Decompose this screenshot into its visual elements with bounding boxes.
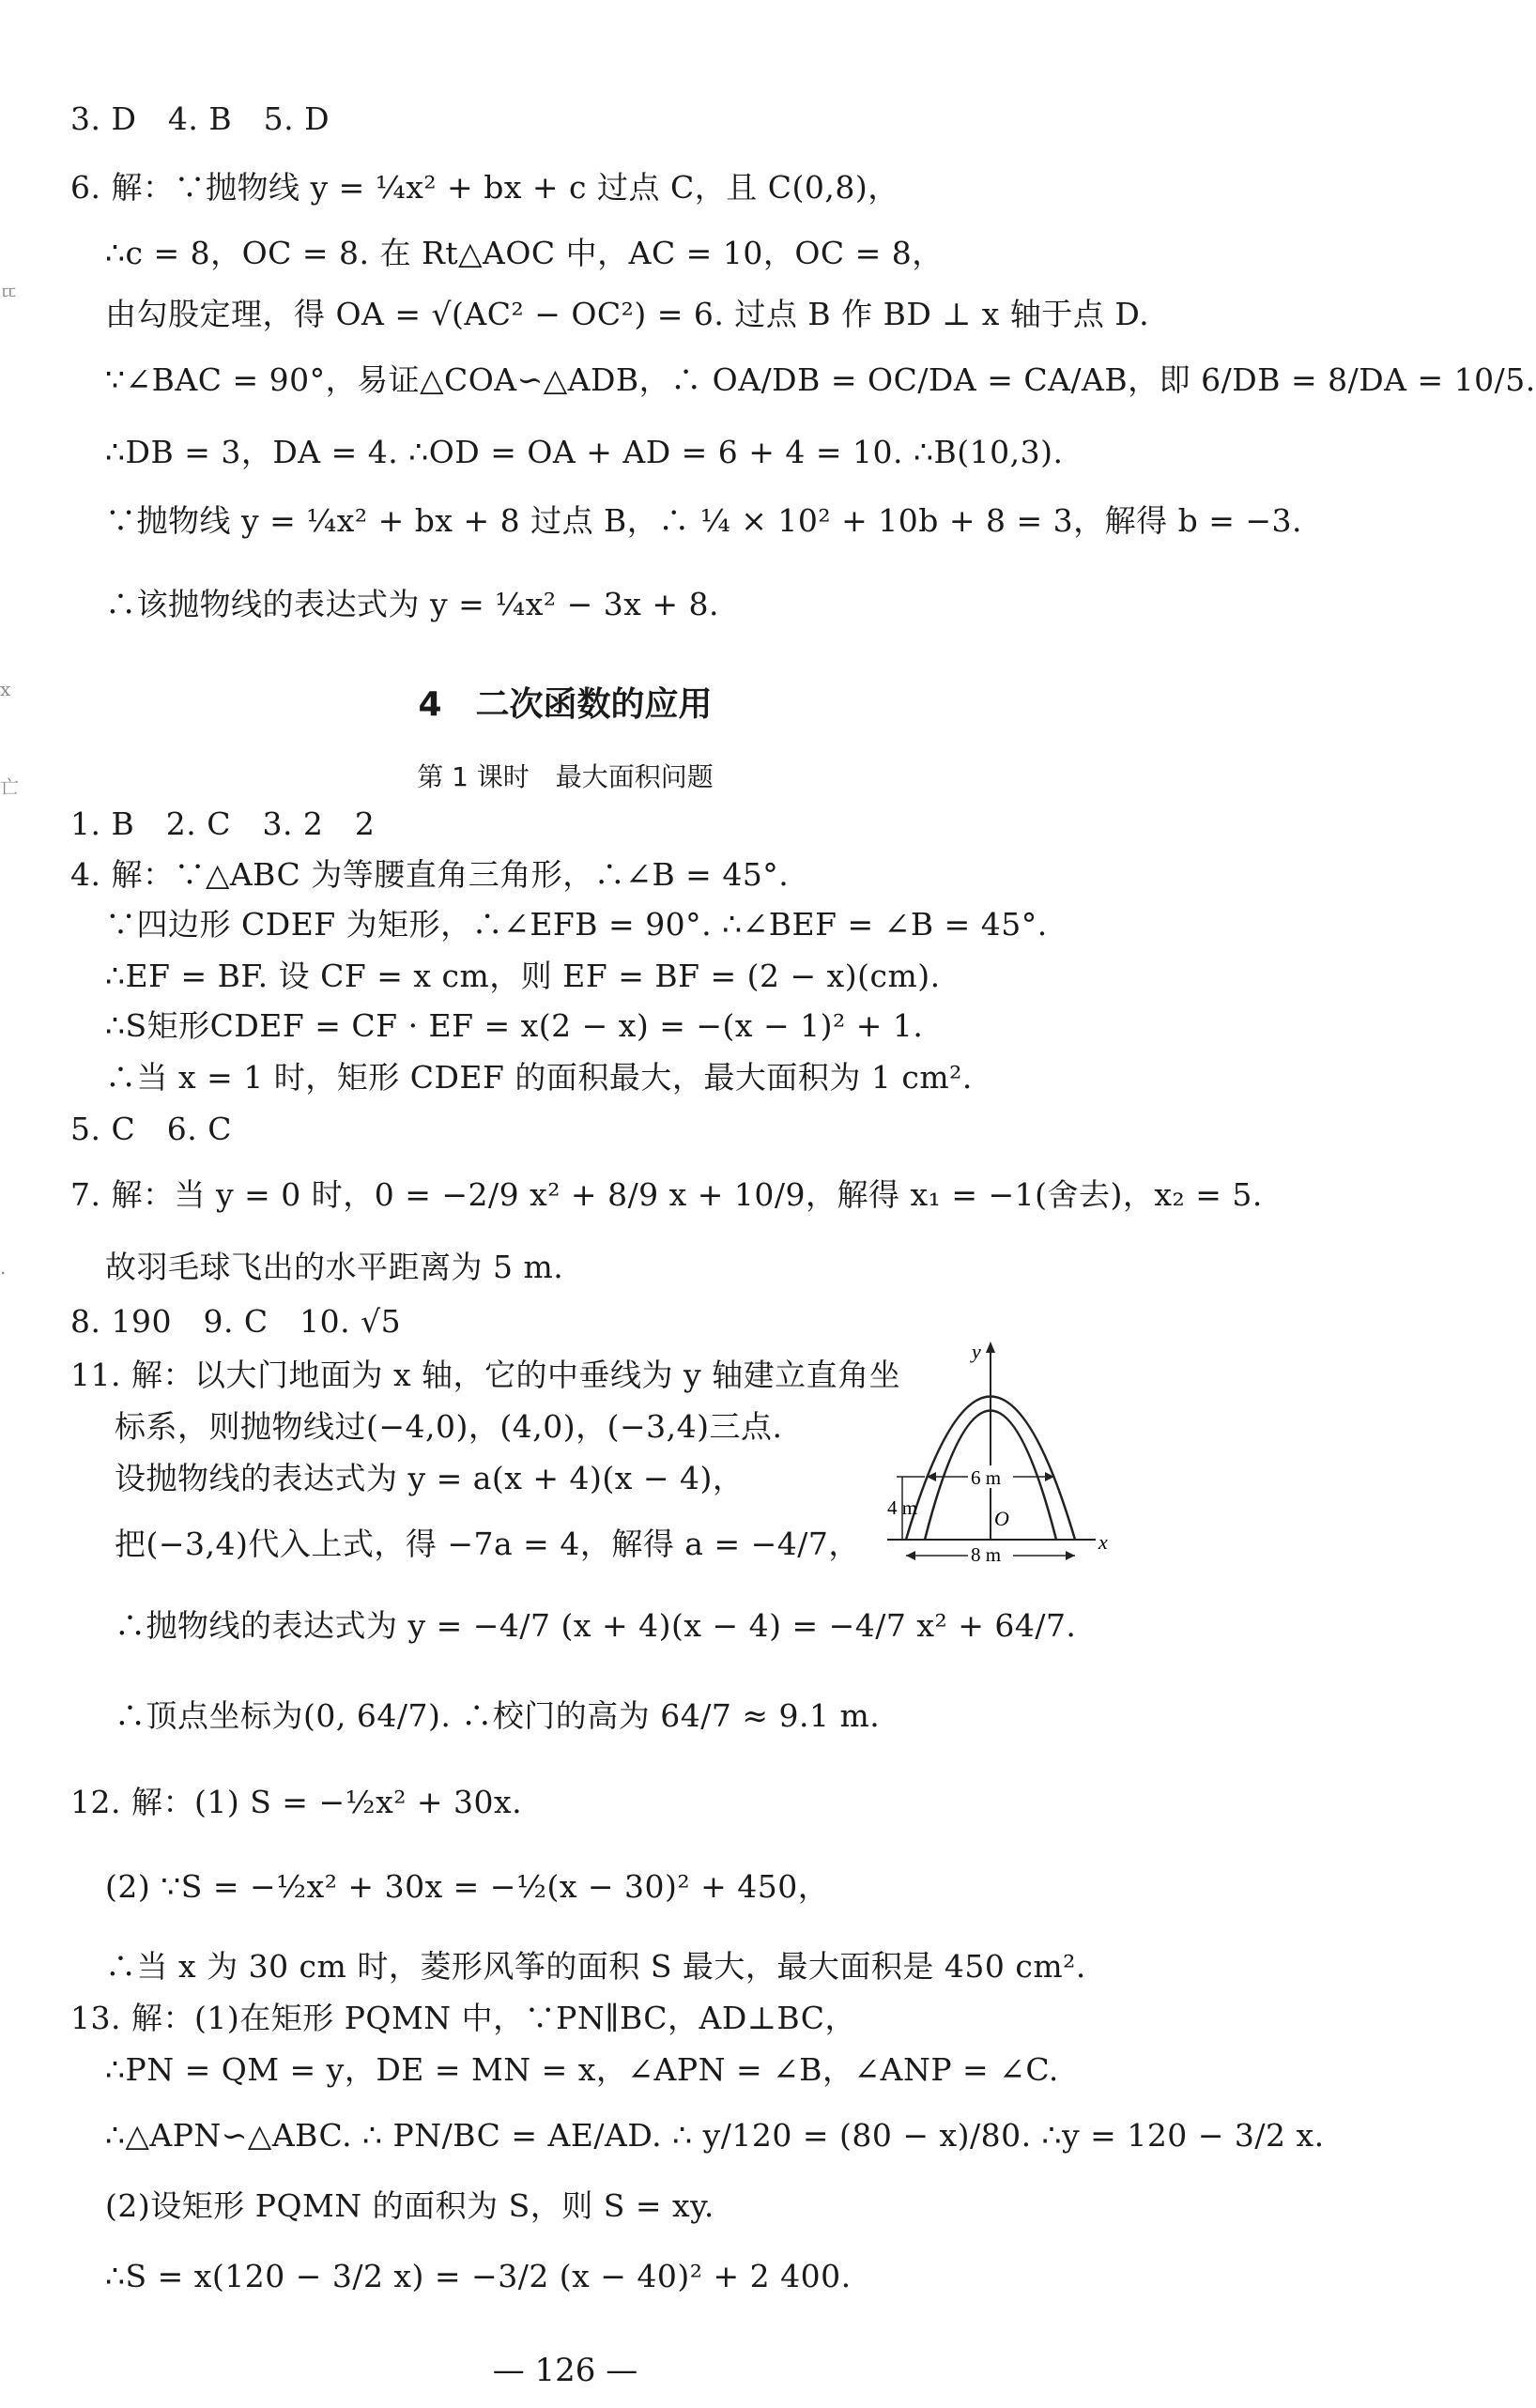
parabola-gate-figure (887, 1338, 1122, 1566)
answer-line: 把(−3,4)代入上式，得 −7a = 4，解得 a = −4/7， (115, 1526, 860, 1562)
y-axis-arrow (986, 1342, 995, 1353)
page-number: — 126 — (492, 2352, 638, 2389)
outer-width-arrow-left (906, 1551, 915, 1560)
inner-width-label: 6 m (971, 1466, 1002, 1489)
answer-line: ∴S = x(120 − 3/2 x) = −3/2 (x − 40)² + 2 400. (105, 2258, 852, 2294)
answer-line: 故羽毛球飞出的水平距离为 5 m. (105, 1249, 564, 1285)
outer-width-arrow-right (1066, 1551, 1075, 1560)
margin-mark: ㄸ (0, 282, 19, 304)
answer-line: ∵∠BAC = 90°，易证△COA∽△ADB，∴ OA/DB = OC/DA = CA/AB，即 6/DB = 8/DA = 10/5. (105, 361, 1536, 398)
lesson-title: 第 1 课时 最大面积问题 (417, 761, 714, 792)
answer-line: ∴△APN∽△ABC. ∴ PN/BC = AE/AD. ∴ y/120 = (80 − x)/80. ∴y = 120 − 3/2 x. (105, 2117, 1325, 2154)
margin-mark: 亡 (0, 775, 19, 798)
answer-line: ∴顶点坐标为(0, 64/7). ∴校门的高为 64/7 ≈ 9.1 m. (115, 1697, 881, 1734)
answer-line: ∵抛物线 y = ¼x² + bx + 8 过点 B，∴ ¼ × 10² + 10b + 8 = 3，解得 b = −3. (105, 502, 1303, 539)
answer-line: ∴抛物线的表达式为 y = −4/7 (x + 4)(x − 4) = −4/7 x² + 64/7. (115, 1607, 1077, 1644)
margin-mark: x (0, 678, 11, 700)
answer-line: 由勾股定理，得 OA = √(AC² − OC²) = 6. 过点 B 作 BD ⊥ x 轴于点 D. (105, 296, 1150, 332)
origin-label: O (994, 1507, 1009, 1530)
answer-line: ∵四边形 CDEF 为矩形，∴∠EFB = 90°. ∴∠BEF = ∠B = 45°. (105, 906, 1048, 943)
outer-width-label: 8 m (971, 1543, 1002, 1566)
section-title: 4 二次函数的应用 (418, 685, 713, 724)
answer-line: (2) ∵S = −½x² + 30x = −½(x − 30)² + 450， (105, 1868, 830, 1905)
answer-line: ∴PN = QM = y，DE = MN = x，∠APN = ∠B，∠ANP = ∠C. (105, 2051, 1059, 2088)
answer-line: 4. 解：∵△ABC 为等腰直角三角形，∴∠B = 45°. (70, 856, 790, 893)
answer-line: 7. 解：当 y = 0 时，0 = −2/9 x² + 8/9 x + 10/9，解得 x₁ = −1(舍去)，x₂ = 5. (70, 1176, 1263, 1213)
answer-line: 1. B 2. C 3. 2 2 (70, 805, 376, 842)
answer-line: ∴S矩形CDEF = CF · EF = x(2 − x) = −(x − 1)² + 1. (105, 1007, 924, 1044)
answer-line: ∴当 x 为 30 cm 时，菱形风筝的面积 S 最大，最大面积是 450 cm². (105, 1948, 1086, 1985)
answer-line: ∴EF = BF. 设 CF = x cm，则 EF = BF = (2 − x)(cm). (105, 958, 941, 994)
answer-line: 3. D 4. B 5. D (70, 100, 330, 137)
answer-line: 5. C 6. C (70, 1111, 232, 1147)
answer-line: ∴c = 8，OC = 8. 在 Rt△AOC 中，AC = 10，OC = 8， (105, 235, 944, 271)
answer-line: 11. 解：以大门地面为 x 轴，它的中垂线为 y 轴建立直角坐 (70, 1357, 901, 1393)
answer-line: 12. 解：(1) S = −½x² + 30x. (70, 1784, 523, 1820)
answer-line: 标系，则抛物线过(−4,0)，(4,0)，(−3,4)三点. (115, 1408, 783, 1445)
answer-line: ∴当 x = 1 时，矩形 CDEF 的面积最大，最大面积为 1 cm². (105, 1059, 973, 1096)
answer-line: (2)设矩形 PQMN 的面积为 S，则 S = xy. (105, 2187, 714, 2224)
answer-line: 设抛物线的表达式为 y = a(x + 4)(x − 4)， (115, 1460, 745, 1496)
answer-line: 13. 解：(1)在矩形 PQMN 中，∵PN∥BC，AD⊥BC， (70, 2000, 856, 2036)
answer-line: 6. 解：∵抛物线 y = ¼x² + bx + c 过点 C，且 C(0,8)， (70, 169, 899, 206)
x-axis-label: x (1098, 1530, 1108, 1554)
height-label: 4 m (887, 1496, 918, 1519)
margin-mark: . (0, 1256, 7, 1279)
answer-line: ∴DB = 3，DA = 4. ∴OD = OA + AD = 6 + 4 = 10. ∴B(10,3). (105, 434, 1064, 470)
y-axis-label: y (972, 1340, 981, 1363)
answer-line: 8. 190 9. C 10. √5 (70, 1303, 402, 1340)
answer-line: ∴该抛物线的表达式为 y = ¼x² − 3x + 8. (105, 586, 719, 622)
